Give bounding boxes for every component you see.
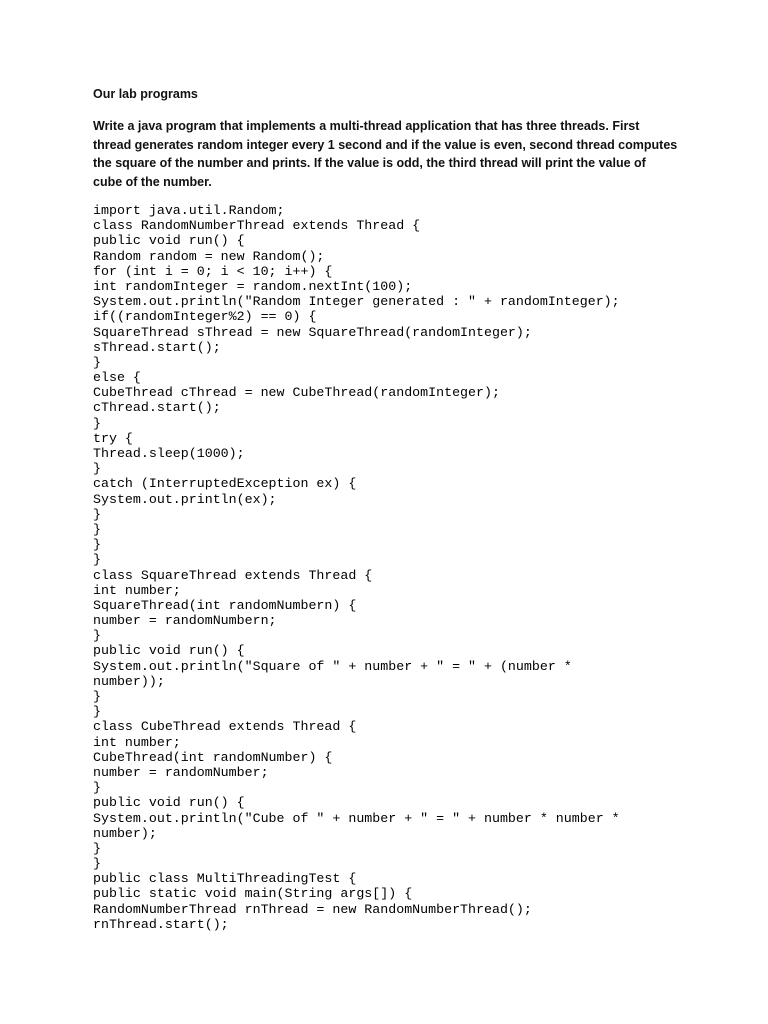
code-line: public static void main(String args[]) { xyxy=(93,886,413,902)
code-line: } xyxy=(93,506,101,522)
code-line: CubeThread(int randomNumber) { xyxy=(93,749,333,765)
code-line: } xyxy=(93,840,101,856)
code-line: else { xyxy=(93,370,141,386)
code-listing xyxy=(93,203,620,932)
code-line: public void run() { xyxy=(93,795,245,811)
code-line: } xyxy=(93,537,101,553)
code-line: } xyxy=(93,354,101,370)
code-line: class RandomNumberThread extends Thread { xyxy=(93,218,421,234)
code-line: Thread.sleep(1000); xyxy=(93,446,245,461)
code-line: number)); xyxy=(93,673,165,689)
code-line: sThread.start(); xyxy=(93,339,221,355)
code-line: for (int i = 0; i < 10; i++) { xyxy=(93,263,333,279)
code-line: } xyxy=(93,415,101,431)
code-line: System.out.println("Cube of " + number + " = " + number * number * xyxy=(93,810,620,826)
code-line: } xyxy=(93,628,101,644)
code-line: cThread.start(); xyxy=(93,400,221,416)
code-line: System.out.println(ex); xyxy=(93,491,277,507)
code-line: number); xyxy=(93,825,157,841)
code-line: number = randomNumbern; xyxy=(93,613,277,629)
code-line: SquareThread sThread = new SquareThread(randomInteger); xyxy=(93,324,532,340)
code-line: } xyxy=(93,552,101,568)
code-line: System.out.println("Random Integer generated : " + randomInteger); xyxy=(93,294,620,310)
code-line: SquareThread(int randomNumbern) { xyxy=(93,597,357,613)
question-line: thread generates random integer every 1 second and if the value is even, second thread computes xyxy=(93,137,678,152)
code-line: int number; xyxy=(93,734,181,750)
code-line: } xyxy=(93,780,101,796)
code-line: class SquareThread extends Thread { xyxy=(93,567,373,583)
code-line: public void run() { xyxy=(93,233,245,249)
question-line: Write a java program that implements a multi-thread application that has three threads. First xyxy=(93,119,640,133)
code-line: if((randomInteger%2) == 0) { xyxy=(93,309,317,325)
code-line: } xyxy=(93,521,101,537)
code-line: catch (InterruptedException ex) { xyxy=(93,476,357,492)
code-line: import java.util.Random; xyxy=(93,203,285,218)
code-line: } xyxy=(93,689,101,704)
code-line: } xyxy=(93,461,101,477)
code-line: try { xyxy=(93,430,133,446)
code-line: rnThread.start(); xyxy=(93,916,229,932)
code-line: int randomInteger = random.nextInt(100); xyxy=(93,278,413,294)
question-line: the square of the number and prints. If the value is odd, the third thread will print the value of xyxy=(93,156,646,171)
code-line: Random random = new Random(); xyxy=(93,248,325,264)
page-heading: Our lab programs xyxy=(93,87,198,101)
code-line: } xyxy=(93,856,101,872)
code-line: CubeThread cThread = new CubeThread(randomInteger); xyxy=(93,385,500,401)
code-line: int number; xyxy=(93,582,181,598)
code-line: System.out.println("Square of " + number + " = " + (number * xyxy=(93,658,572,674)
code-line: class CubeThread extends Thread { xyxy=(93,719,357,735)
code-line: public void run() { xyxy=(93,643,245,659)
code-line: number = randomNumber; xyxy=(93,764,269,780)
question-paragraph xyxy=(93,117,683,192)
question-line: cube of the number. xyxy=(93,175,212,190)
code-line: RandomNumberThread rnThread = new RandomNumberThread(); xyxy=(93,901,532,917)
code-line: public class MultiThreadingTest { xyxy=(93,871,357,887)
code-line: } xyxy=(93,704,101,720)
